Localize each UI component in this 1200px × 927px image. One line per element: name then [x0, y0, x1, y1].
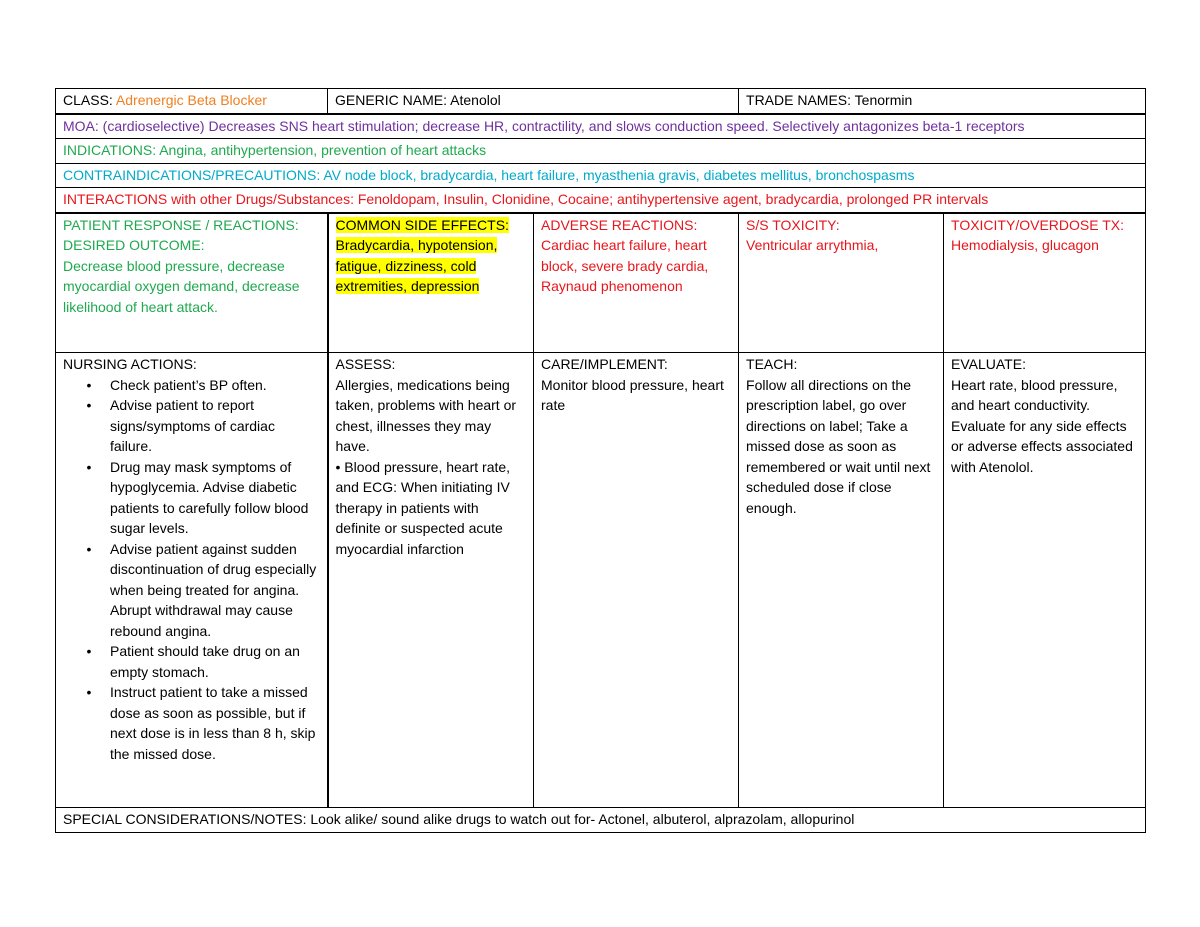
drug-card-sheet: [55, 88, 1145, 833]
generic-label: GENERIC NAME:: [335, 92, 451, 108]
evaluate-title: EVALUATE:: [951, 356, 1026, 372]
generic-name-cell: [328, 89, 739, 114]
nursing-action-text: Instruct patient to take a missed dose as soon as possible, but if next dose is in less than 8 h, skip the missed dose.: [110, 684, 316, 762]
interactions-cell: INTERACTIONS with other Drugs/Substances: Fenoldopam, Insulin, Clonidine, Cocaine; antihypertensive agent, bradycardia, prolonged PR intervals: [56, 188, 1146, 213]
list-item: [86, 641, 320, 682]
desired-outcome-body: Decrease blood pressure, decrease myocardial oxygen demand, decrease likelihood of heart attack.: [63, 257, 300, 315]
interactions-row: [56, 188, 1146, 213]
care-implement-cell: [534, 353, 739, 808]
moa-cell: MOA: (cardioselective) Decreases SNS heart stimulation; decrease HR, contractility, and slows conduction speed. Selectively antagonizes beta-1 receptors: [56, 114, 1146, 139]
nursing-action-text: Advise patient to report signs/symptoms of cardiac failure.: [110, 397, 275, 454]
toxicity-title: S/S TOXICITY:: [746, 216, 840, 233]
class-label: CLASS:: [63, 92, 116, 108]
indications-cell: INDICATIONS: Angina, antihypertension, prevention of heart attacks: [56, 139, 1146, 164]
special-notes-cell: SPECIAL CONSIDERATIONS/NOTES: Look alike/ sound alike drugs to watch out for- Actonel, albuterol, alprazolam, allopurinol: [56, 808, 1146, 833]
bullet-icon: •: [86, 540, 92, 557]
teach-body: Follow all directions on the prescription label, go over directions on label; Take a missed dose as soon as remembered or wait until next scheduled dose if close enough.: [746, 376, 931, 516]
teach-title: TEACH:: [746, 356, 798, 372]
bullet-icon: •: [86, 397, 92, 413]
overdose-cell: [944, 213, 1146, 353]
patient-response-title: PATIENT RESPONSE / REACTIONS:: [63, 216, 299, 233]
generic-value: Atenolol: [450, 92, 501, 108]
bullet-icon: •: [86, 684, 92, 700]
drug-card-table: [55, 88, 1146, 833]
contraindications-cell: CONTRAINDICATIONS/PRECAUTIONS: AV node block, bradycardia, heart failure, myasthenia gravis, diabetes mellitus, bronchospasms: [56, 163, 1146, 188]
contraindications-row: [56, 163, 1146, 188]
teach-cell: [739, 353, 944, 808]
bullet-icon: •: [86, 458, 92, 475]
trade-names-cell: [739, 89, 1146, 114]
care-implement-body: Monitor blood pressure, heart rate: [541, 376, 724, 413]
assess-title: ASSESS:: [335, 356, 396, 372]
nursing-action-text: Drug may mask symptoms of hypoglycemia. Advise diabetic patients to carefully follow blood sugar levels.: [110, 458, 309, 536]
evaluate-cell: [944, 353, 1146, 808]
patient-response-cell: [56, 213, 328, 353]
overdose-body: Hemodialysis, glucagon: [951, 237, 1099, 253]
desired-outcome-title: DESIRED OUTCOME:: [63, 237, 205, 253]
list-item: [86, 457, 320, 539]
bullet-icon: •: [86, 376, 92, 393]
assess-body-bullet: • Blood pressure, heart rate, and ECG: When initiating IV therapy in patients with definite or suspected acute myocardial infarction: [335, 458, 511, 557]
list-item: [86, 395, 320, 457]
list-item: [86, 539, 320, 642]
assess-body: Allergies, medications being taken, problems with heart or chest, illnesses they may have.: [335, 376, 517, 454]
toxicity-body: Ventricular arrythmia,: [746, 237, 879, 253]
nursing-row: [56, 353, 1146, 808]
list-item: [86, 682, 320, 764]
class-value: Adrenergic Beta Blocker: [115, 92, 267, 108]
notes-row: [56, 808, 1146, 833]
class-cell: [56, 89, 328, 114]
adverse-reactions-cell: [534, 213, 739, 353]
side-effects-cell: [328, 213, 534, 353]
reactions-row: [56, 213, 1146, 353]
trade-label: TRADE NAMES:: [746, 92, 855, 108]
evaluate-body: Heart rate, blood pressure, and heart conductivity. Evaluate for any side effects or adverse effects associated with Atenolol.: [951, 376, 1133, 475]
assess-cell: [328, 353, 534, 808]
nursing-action-text: Advise patient against sudden discontinuation of drug especially when being treated for angina. Abrupt withdrawal may cause rebound angina.: [110, 540, 317, 639]
nursing-action-text: Patient should take drug on an empty stomach.: [110, 643, 300, 680]
moa-row: [56, 114, 1146, 139]
nursing-action-text: Check patient’s BP often.: [110, 376, 267, 393]
trade-value: Tenormin: [854, 92, 913, 108]
nursing-actions-cell: [56, 353, 328, 808]
overdose-title: TOXICITY/OVERDOSE TX:: [951, 216, 1124, 233]
toxicity-cell: [739, 213, 944, 353]
side-effects-title: COMMON SIDE EFFECTS:: [335, 216, 509, 233]
care-implement-title: CARE/IMPLEMENT:: [541, 356, 668, 372]
adverse-reactions-title: ADVERSE REACTIONS:: [541, 216, 698, 233]
list-item: [86, 375, 320, 396]
nursing-actions-list: [63, 375, 320, 765]
header-row: [56, 89, 1146, 114]
adverse-reactions-body: Cardiac heart failure, heart block, severe brady cardia, Raynaud phenomenon: [541, 237, 709, 294]
side-effects-body: Bradycardia, hypotension, fatigue, dizziness, cold extremities, depression: [335, 237, 498, 294]
indications-row: [56, 139, 1146, 164]
nursing-actions-title: NURSING ACTIONS:: [63, 356, 197, 372]
bullet-icon: •: [86, 643, 92, 659]
